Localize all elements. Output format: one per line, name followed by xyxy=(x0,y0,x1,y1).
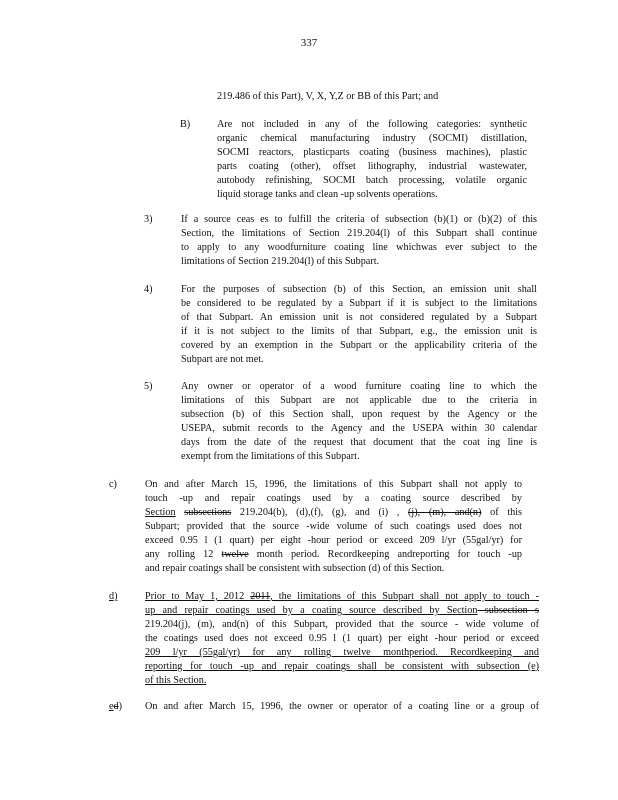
item-4-line: of that Subpart. An emission unit is not considered regulated by a Subpart xyxy=(181,312,537,323)
continuation-line: 219.486 of this Part), V, X, Y,Z or BB of this Part; and xyxy=(217,91,439,102)
item-3-line: to apply to any woodfurniture coating line whichwas ever subject to the xyxy=(181,242,537,253)
item-d-line: of this Section. xyxy=(145,675,207,686)
item-d-line: 219.204(j), (m), and(n) of this Subpart, provided that the source - wide volume of xyxy=(145,619,539,630)
page-number: 337 xyxy=(300,37,318,49)
item-5-line: days from the date of the request that document that the coat ing line is xyxy=(181,437,537,448)
item-d-text xyxy=(145,590,539,688)
item-c-line: Subpart; provided that the source -wide volume of such coatings used does not xyxy=(145,521,522,532)
item-5-text xyxy=(181,380,537,464)
item-e-label xyxy=(109,700,122,714)
underlined-text: Section xyxy=(145,507,176,518)
item-c-text xyxy=(145,478,522,576)
plain-text: ) xyxy=(118,701,123,712)
item-3-line: limitations of Section 219.204(l) of this Subpart. xyxy=(181,256,380,267)
item-4-text xyxy=(181,283,537,367)
struck-text: subsection s xyxy=(477,605,539,616)
item-3-line: If a source ceas es to fulfill the criteria of subsection (b)(1) or (b)(2) of this xyxy=(181,214,537,225)
item-b-line: organic chemical manufacturing industry (SOCMI) distillation, xyxy=(217,133,527,144)
item-d-label: d) xyxy=(109,591,118,602)
item-5-line: USEPA, submit records to the Agency and the USEPA within 30 calendar xyxy=(181,423,537,434)
item-c-line: On and after March 15, 1996, the limitations of this Subpart shall not apply to xyxy=(145,479,522,490)
item-b-line: Are not included in any of the following categories: synthetic xyxy=(217,119,527,130)
struck-text: subsections xyxy=(184,507,232,518)
item-b-label: B) xyxy=(180,119,191,130)
item-5-line: limitations of this Subpart are not applicable due to the criteria in xyxy=(181,395,537,406)
struck-text: 2011 xyxy=(250,591,271,602)
item-4-line: if it is not subject to the limits of that Subpart, e.g., the emission unit is xyxy=(181,326,537,337)
item-e-text xyxy=(145,700,539,714)
item-d-line-1 xyxy=(145,590,539,604)
item-c-line-6 xyxy=(145,548,522,562)
item-d-line: 209 l/yr (55gal/yr) for any rolling twelve monthperiod. Recordkeeping and xyxy=(145,647,539,658)
item-5-line: exempt from the limitations of this Subpart. xyxy=(181,451,360,462)
item-b-line: liquid storage tanks and clean -up solvents operations. xyxy=(217,189,438,200)
item-c-label: c) xyxy=(109,479,117,490)
item-b-line: autobody refinishing, SOCMI batch processing, volatile organic xyxy=(217,175,527,186)
item-b-text xyxy=(217,118,527,202)
item-b-line: parts coating (other), offset lithography, industrial wastewater, xyxy=(217,161,527,172)
item-5-line: Any owner or operator of a wood furniture coating line to which the xyxy=(181,381,537,392)
item-4-line: For the purposes of subsection (b) of this Section, an emission unit shall xyxy=(181,284,537,295)
struck-text: (j), (m), and(n) xyxy=(408,507,482,518)
item-5-line: subsection (b) of this Section shall, upon request by the Agency or the xyxy=(181,409,537,420)
underlined-text: Section xyxy=(446,605,478,616)
item-3-text xyxy=(181,213,537,269)
item-4-line: be considered to be regulated by a Subpart if it is subject to the limitations xyxy=(181,298,537,309)
struck-text: twelve xyxy=(221,549,249,560)
plain-text: of this xyxy=(481,507,522,518)
underlined-text: e xyxy=(109,701,114,712)
item-d-line: reporting for touch -up and repair coatings shall be consistent with subsection (e) xyxy=(145,661,539,672)
item-c-line-3 xyxy=(145,506,522,520)
item-b-line: SOCMI reactors, plasticparts coating (business machines), plastic xyxy=(217,147,527,158)
underlined-text: up and repair coatings used by a coating source described by xyxy=(145,605,447,616)
item-4-line: covered by an exemption in the Subpart or the applicability criteria of the xyxy=(181,340,537,351)
item-e-line: On and after March 15, 1996, the owner or operator of a coating line or a group of xyxy=(145,701,539,712)
item-3-line: Section, the limitations of Section 219.204(l) of this Subpart shall continue xyxy=(181,228,537,239)
struck-text: d xyxy=(113,701,119,712)
plain-text: any rolling 12 xyxy=(145,549,214,560)
underlined-text: Prior to May 1, 2012 xyxy=(145,591,251,602)
item-4-line: Subpart are not met. xyxy=(181,354,264,365)
item-5-label: 5) xyxy=(144,381,153,392)
plain-text: 219.204(b), (d),(f), (g), and (i) , xyxy=(231,507,409,518)
item-d-line: the coatings used does not exceed 0.95 l (1 quart) per eight -hour period or exceed xyxy=(145,633,539,644)
item-c-line: exceed 0.95 l (1 quart) per eight -hour period or exceed 209 l/yr (55gal/yr) for xyxy=(145,535,522,546)
item-4-label: 4) xyxy=(144,284,153,295)
underlined-text: , the limitations of this Subpart shall not apply to touch - xyxy=(270,591,540,602)
plain-text: month period. Recordkeeping andreporting for touch -up xyxy=(248,549,523,560)
item-d-line-2 xyxy=(145,604,539,618)
item-c-line: touch -up and repair coatings used by a coating source described by xyxy=(145,493,522,504)
item-3-label: 3) xyxy=(144,214,153,225)
item-c-line: and repair coatings shall be consistent with subsection (d) of this Section. xyxy=(145,563,445,574)
